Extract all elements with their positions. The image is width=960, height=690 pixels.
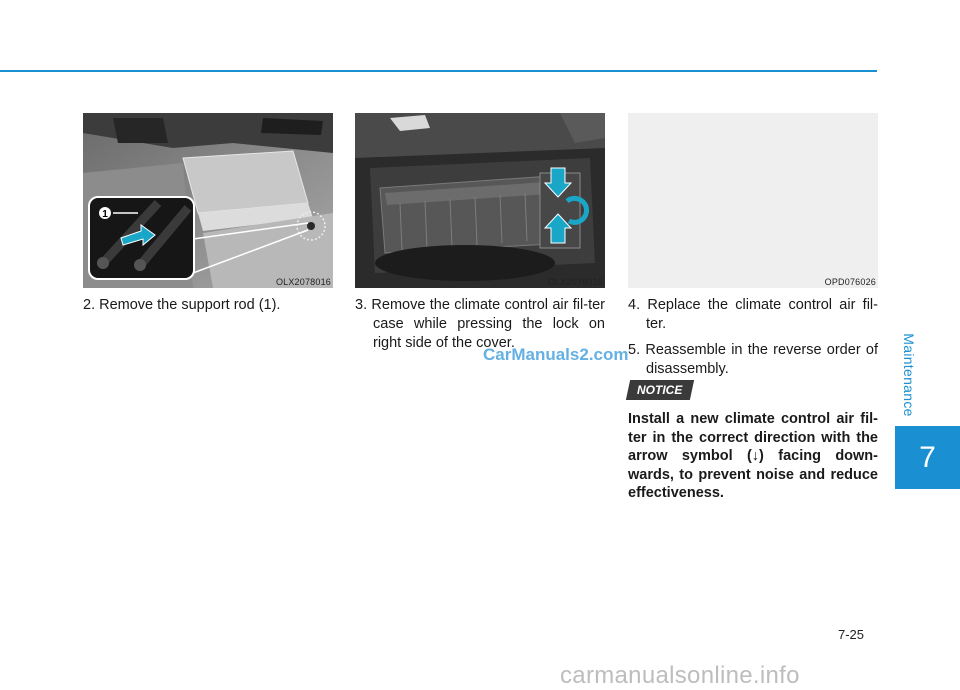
column-3	[628, 296, 878, 386]
page-number: 7-25	[838, 627, 865, 642]
notice-text: Install a new climate control air fil-ter in the correct direction with the arrow symbol (↓) facing down-wards, to prevent noise and reduce effectiveness.	[628, 411, 878, 501]
figure-filter-case	[355, 113, 605, 288]
step-5: 5. Reassemble in the reverse order of disassembly.	[628, 342, 878, 377]
header-rule	[0, 70, 877, 72]
figure-code: OPD076026	[824, 277, 876, 287]
watermark: CarManuals2.com	[483, 345, 629, 364]
chapter-tab	[895, 426, 960, 489]
support-rod-illustration	[83, 113, 333, 288]
column-1	[83, 296, 333, 322]
section-label: Maintenance	[901, 333, 917, 417]
filter-case-illustration	[355, 113, 605, 288]
figure-filter-replace	[628, 113, 878, 288]
figure-code: OLX2078015	[547, 277, 603, 287]
notice-label: NOTICE	[637, 383, 683, 397]
figure-support-rod	[83, 113, 333, 288]
bottom-watermark: carmanualsonline.info	[560, 662, 800, 689]
notice-badge	[626, 380, 694, 400]
step-4: 4. Replace the climate control air fil-ter.	[628, 297, 878, 332]
figure-code: OLX2078016	[275, 277, 331, 287]
step-2: 2. Remove the support rod (1).	[83, 297, 281, 313]
callout-number: 1	[102, 209, 108, 220]
step-3: 3. Remove the climate control air fil-ter case while pressing the lock on right side of the cover.	[355, 297, 605, 351]
chapter-number: 7	[919, 440, 936, 474]
